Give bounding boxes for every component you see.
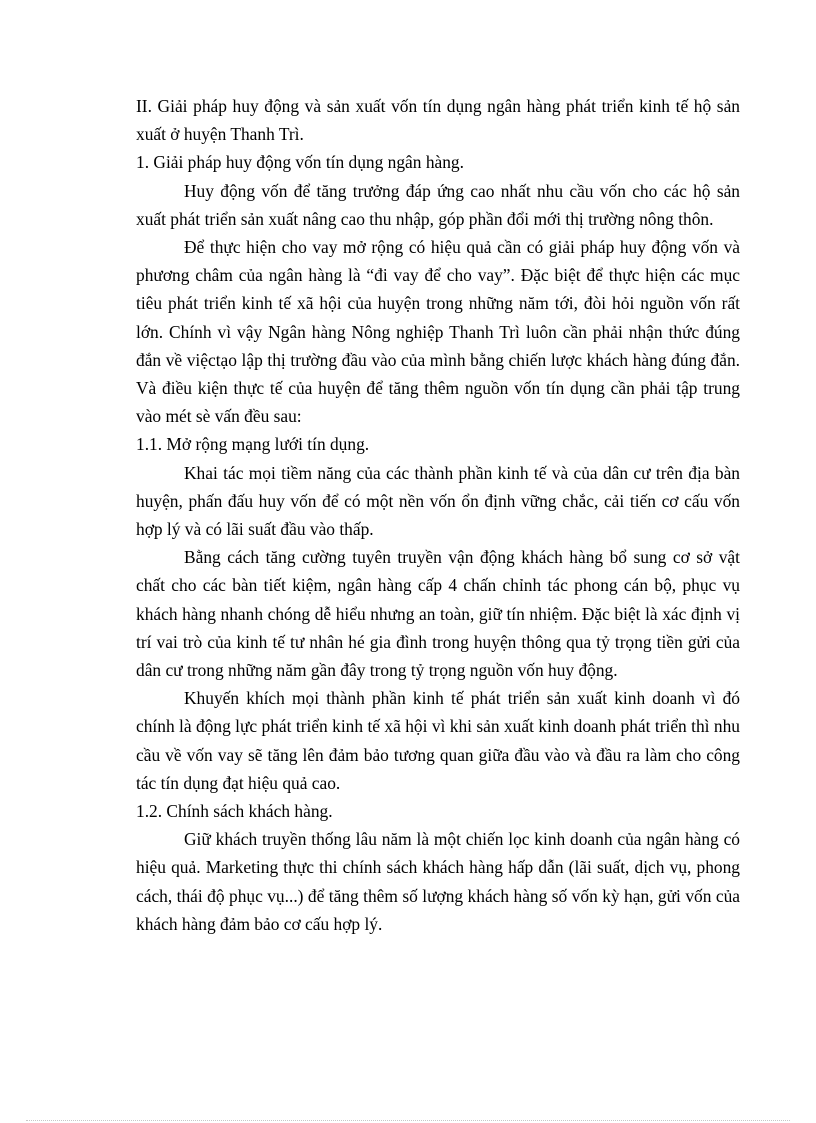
document-page bbox=[136, 92, 740, 938]
body-paragraph: Huy động vốn để tăng trưởng đáp ứng cao nhất nhu cầu vốn cho các hộ sản xuất phát triển sản xuất nâng cao thu nhập, góp phần đổi mới thị trường nông thôn. bbox=[136, 180, 740, 229]
page-bottom-divider bbox=[26, 1120, 790, 1121]
body-paragraph: Giữ khách truyền thống lâu năm là một chiến lọc kinh doanh của ngân hàng có hiệu quả. Marketing thực thi chính sách khách hàng hấp dẫn (lãi suất, dịch vụ, phong cách, thái độ phục vụ...) để tăng thêm số lượng khách hàng số vốn kỳ hạn, gửi vốn của khách hàng đảm bảo cơ cấu hợp lý. bbox=[136, 829, 740, 934]
subsection-heading-1-1: 1.1. Mở rộng mạng lưới tín dụng. bbox=[136, 434, 370, 455]
section-heading-ii: II. Giải pháp huy động và sản xuất vốn tín dụng ngân hàng phát triển kinh tế hộ sản xuất ở huyện Thanh Trì. bbox=[136, 96, 740, 145]
body-paragraph: Khuyến khích mọi thành phần kinh tế phát triển sản xuất kinh doanh vì đó chính là động lực phát triển kinh tế xã hội vì khi sản xuất kinh doanh phát triển thì nhu cầu về vốn vay sẽ tăng lên đảm bảo tương quan giữa đầu vào và đầu ra làm cho công tác tín dụng đạt hiệu quả cao. bbox=[136, 688, 740, 793]
subsection-heading-1: 1. Giải pháp huy động vốn tín dụng ngân hàng. bbox=[136, 152, 464, 173]
subsection-heading-1-2: 1.2. Chính sách khách hàng. bbox=[136, 801, 333, 822]
body-paragraph: Để thực hiện cho vay mở rộng có hiệu quả cần có giải pháp huy động vốn và phương châm của ngân hàng là “đi vay để cho vay”. Đặc biệt để thực hiện các mục tiêu phát triển kinh tế xã hội của huyện trong những năm tới, đòi hỏi nguồn vốn rất lớn. Chính vì vậy Ngân hàng Nông nghiệp Thanh Trì luôn cần phải nhận thức đúng đắn về việctạo lập thị trường đầu vào của mình bằng chiến lược khách hàng đúng đắn. Và điều kiện thực tế của huyện để tăng thêm nguồn vốn tín dụng cần phải tập trung vào mét sè vấn đều sau: bbox=[136, 237, 740, 427]
body-paragraph: Bằng cách tăng cường tuyên truyền vận động khách hàng bổ sung cơ sở vật chất cho các bàn tiết kiệm, ngân hàng cấp 4 chấn chỉnh tác phong cán bộ, phục vụ khách hàng nhanh chóng dễ hiểu nhưng an toàn, giữ tín nhiệm. Đặc biệt là xác định vị trí vai trò của kinh tế tư nhân hé gia đình trong huyện thông qua tỷ trọng tiền gửi của dân cư trong những năm gần đây trong tỷ trọng nguồn vốn huy động. bbox=[136, 547, 740, 681]
body-paragraph: Khai tác mọi tiềm năng của các thành phần kinh tế và của dân cư trên địa bàn huyện, phấn đấu huy vốn để có một nền vốn ổn định vững chắc, cải tiến cơ cấu vốn hợp lý và có lãi suất đầu vào thấp. bbox=[136, 462, 740, 540]
